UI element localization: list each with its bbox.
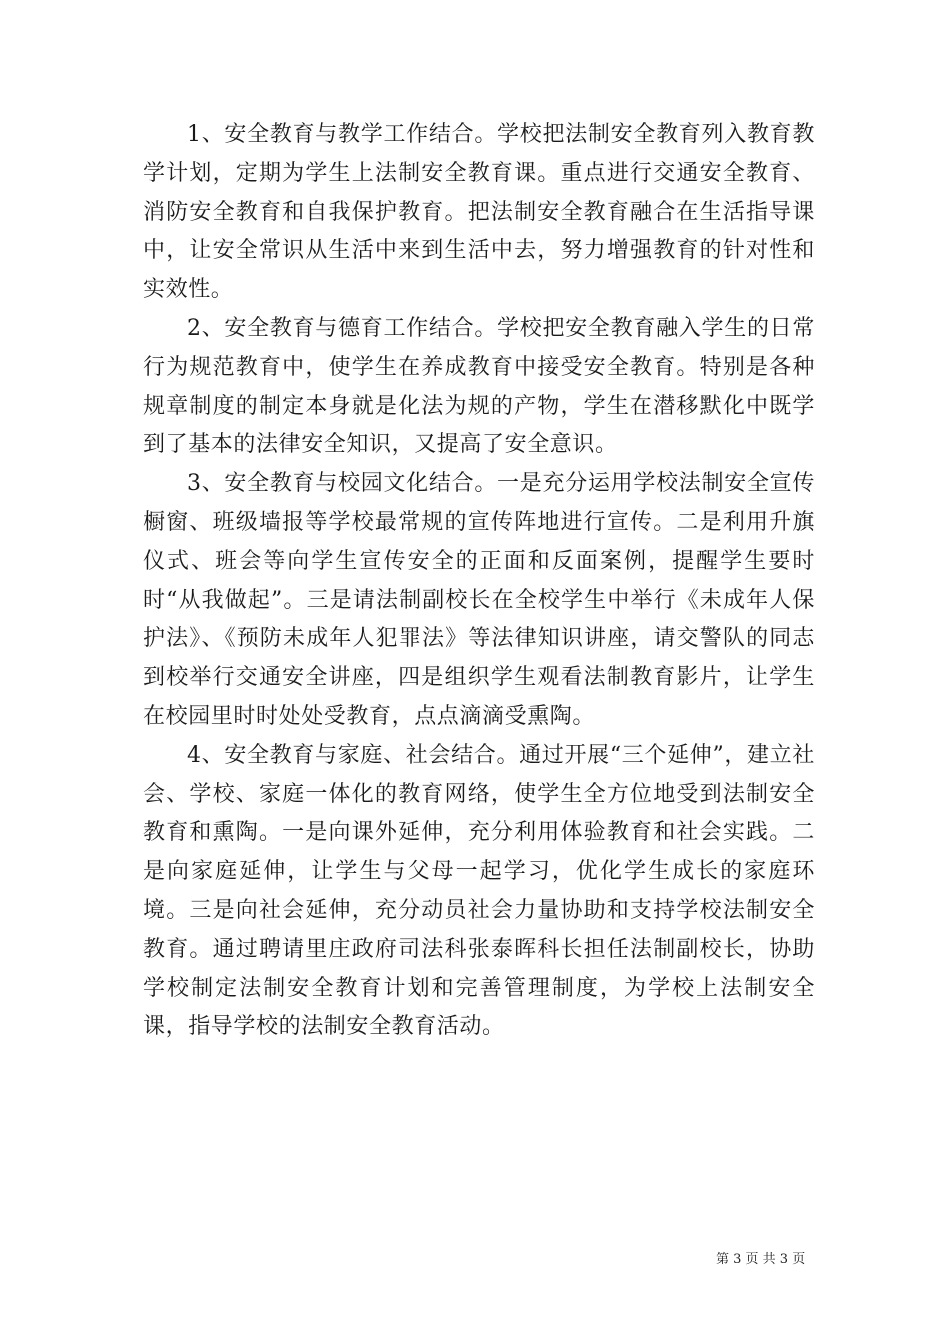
paragraph-4: 4、安全教育与家庭、社会结合。通过开展“三个延伸”，建立社会、学校、家庭一体化的教育网络，使学生全方位地受到法制安全教育和熏陶。一是向课外延伸，充分利用体验教育和社会实践。二是向家庭延伸，让学生与父母一起学习，优化学生成长的家庭环境。三是向社会延伸，充分动员社会力量协助和支持学校法制安全教育。通过聘请里庄政府司法科张泰晖科长担任法制副校长，协助学校制定法制安全教育计划和完善管理制度，为学校上法制安全课，指导学校的法制安全教育活动。	[143, 742, 815, 1040]
paragraph-2: 2、安全教育与德育工作结合。学校把安全教育融入学生的日常行为规范教育中，使学生在养成教育中接受安全教育。特别是各种规章制度的制定本身就是化法为规的产物，学生在潜移默化中既学到了基本的法律安全知识，又提高了安全意识。	[143, 315, 815, 458]
paragraph-1: 1、安全教育与教学工作结合。学校把法制安全教育列入教育教学计划，定期为学生上法制安全教育课。重点进行交通安全教育、消防安全教育和自我保护教育。把法制安全教育融合在生活指导课中，让安全常识从生活中来到生活中去，努力增强教育的针对性和实效性。	[143, 122, 815, 303]
page-number-footer: 第 3 页 共 3 页	[716, 1252, 806, 1267]
document-body	[143, 116, 815, 1047]
paragraph-3: 3、安全教育与校园文化结合。一是充分运用学校法制安全宣传橱窗、班级墙报等学校最常规的宣传阵地进行宣传。二是利用升旗仪式、班会等向学生宣传安全的正面和反面案例，提醒学生要时时“从我做起”。三是请法制副校长在全校学生中举行《未成年人保护法》、《预防未成年人犯罪法》等法律知识讲座，请交警队的同志到校举行交通安全讲座，四是组织学生观看法制教育影片，让学生在校园里时时处处受教育，点点滴滴受熏陶。	[143, 471, 815, 729]
